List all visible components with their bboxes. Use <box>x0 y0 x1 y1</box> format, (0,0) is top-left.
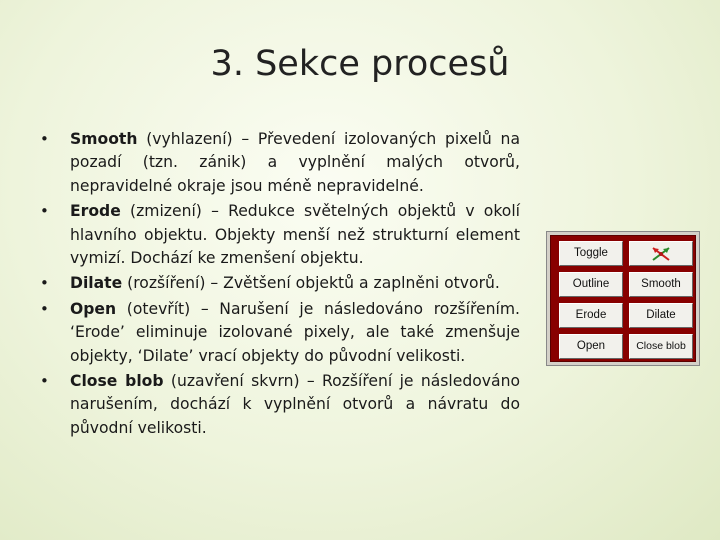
bullet-term: Close blob <box>70 372 164 391</box>
bullet-term: Erode <box>70 202 121 221</box>
bullet-item-erode <box>40 200 520 270</box>
dilate-button[interactable]: Dilate <box>629 303 693 328</box>
bullet-text: (rozšíření) – Zvětšení objektů a zaplněni otvorů. <box>122 274 500 293</box>
slide-title: 3. Sekce procesů <box>210 44 510 84</box>
smooth-button[interactable]: Smooth <box>629 272 693 297</box>
toggle-icon-button[interactable] <box>629 241 693 266</box>
toggle-button[interactable]: Toggle <box>559 241 623 266</box>
process-panel-inner <box>550 235 696 362</box>
process-panel <box>546 231 700 366</box>
bullet-text: (uzavření skvrn) – Rozšíření je následováno narušením, dochází k vyplnění otvorů a návratu do původní velikosti. <box>70 372 520 437</box>
outline-button[interactable]: Outline <box>559 272 623 297</box>
bullet-dot: • <box>40 130 49 148</box>
bullet-item-open <box>40 298 520 368</box>
open-button[interactable]: Open <box>559 334 623 359</box>
bullet-list <box>40 128 520 442</box>
close-blob-button[interactable]: Close blob <box>629 334 693 359</box>
bullet-item-dilate <box>40 272 520 295</box>
bullet-item-smooth <box>40 128 520 198</box>
arrows-toggle-icon <box>650 245 672 263</box>
bullet-dot: • <box>40 299 49 318</box>
bullet-text: (zmizení) – Redukce světelných objektů v okolí hlavního objektu. Objekty menší než strukturní element vymizí. Dochází ke zmenšení objektu. <box>70 202 520 268</box>
bullet-term: Dilate <box>70 274 123 293</box>
bullet-dot: • <box>40 372 49 391</box>
erode-button[interactable]: Erode <box>559 303 623 328</box>
bullet-dot: • <box>40 274 49 293</box>
bullet-term: Open <box>70 299 117 318</box>
bullet-text: (otevřít) – Narušení je následováno rozšířením. ‘Erode’ eliminuje izolované pixely, ale také zmenšuje objekty, ‘Dilate’ vrací objekty do původní velikosti. <box>70 299 520 365</box>
bullet-dot: • <box>40 202 49 221</box>
bullet-item-close-blob <box>40 370 520 440</box>
bullet-term: Smooth <box>70 130 138 148</box>
bullet-text: (vyhlazení) – Převedení izolovaných pixelů na pozadí (tzn. zánik) a vyplnění malých otvorů, nepravidelné okraje jsou méně nepravidelné. <box>70 130 520 195</box>
